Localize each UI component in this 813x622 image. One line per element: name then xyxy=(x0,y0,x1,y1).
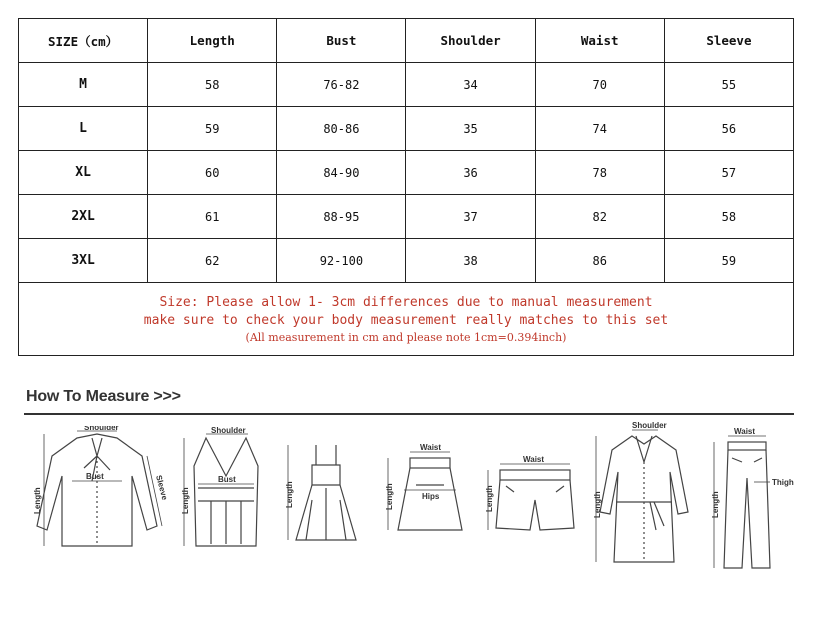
divider xyxy=(24,413,794,415)
shoulder-cell: 37 xyxy=(406,195,535,239)
size-cell: XL xyxy=(19,151,148,195)
table-row xyxy=(19,63,794,107)
length-label: Length xyxy=(33,487,42,514)
size-chart-table xyxy=(18,18,794,356)
dress-diagram xyxy=(278,440,373,555)
header-sleeve: Sleeve xyxy=(664,19,793,63)
header-length: Length xyxy=(148,19,277,63)
bust-label: Bust xyxy=(86,472,104,481)
shoulder-label: Shoulder xyxy=(632,422,667,430)
shoulder-cell: 38 xyxy=(406,239,535,283)
waist-cell: 70 xyxy=(535,63,664,107)
shoulder-label: Shoulder xyxy=(211,426,246,435)
sleeve-cell: 59 xyxy=(664,239,793,283)
bust-cell: 76-82 xyxy=(277,63,406,107)
length-cell: 61 xyxy=(148,195,277,239)
shoulder-cell: 34 xyxy=(406,63,535,107)
waist-cell: 78 xyxy=(535,151,664,195)
waist-label: Waist xyxy=(523,455,545,464)
size-cell: M xyxy=(19,63,148,107)
sleeve-cell: 55 xyxy=(664,63,793,107)
table-header-row xyxy=(19,19,794,63)
bust-cell: 84-90 xyxy=(277,151,406,195)
table-row xyxy=(19,195,794,239)
bust-cell: 80-86 xyxy=(277,107,406,151)
table-row xyxy=(19,151,794,195)
measurement-note xyxy=(19,283,794,356)
note-line-3: (All measurement in cm and please note 1cm=0.394inch) xyxy=(245,331,567,344)
waist-cell: 82 xyxy=(535,195,664,239)
shoulder-cell: 35 xyxy=(406,107,535,151)
header-shoulder: Shoulder xyxy=(406,19,535,63)
table-row xyxy=(19,239,794,283)
note-line-2: make sure to check your body measurement really matches to this set xyxy=(143,313,669,328)
shoulder-label: Shoulder xyxy=(84,426,119,432)
top-diagram xyxy=(176,426,276,556)
sleeve-cell: 58 xyxy=(664,195,793,239)
bust-label: Bust xyxy=(218,475,236,484)
note-row xyxy=(19,283,794,356)
trousers-diagram xyxy=(698,428,798,573)
header-bust: Bust xyxy=(277,19,406,63)
length-label: Length xyxy=(711,491,720,518)
sleeve-cell: 57 xyxy=(664,151,793,195)
table-row xyxy=(19,107,794,151)
length-cell: 59 xyxy=(148,107,277,151)
length-cell: 60 xyxy=(148,151,277,195)
sleeve-label: Sleeve xyxy=(154,474,170,502)
sleeve-cell: 56 xyxy=(664,107,793,151)
header-size: SIZE（cm） xyxy=(19,19,148,63)
header-waist: Waist xyxy=(535,19,664,63)
note-line-1: Size: Please allow 1- 3cm differences due to manual measurement xyxy=(159,295,653,310)
how-to-measure-title: How To Measure >>> xyxy=(26,388,181,405)
length-cell: 58 xyxy=(148,63,277,107)
length-label: Length xyxy=(485,485,494,512)
skirt-diagram xyxy=(376,440,471,555)
waist-cell: 74 xyxy=(535,107,664,151)
blouse-diagram xyxy=(22,426,172,556)
thigh-label: Thigh xyxy=(772,478,794,487)
waist-cell: 86 xyxy=(535,239,664,283)
length-label: Length xyxy=(285,481,294,508)
waist-label: Waist xyxy=(734,428,756,436)
hips-label: Hips xyxy=(422,492,440,501)
length-label: Length xyxy=(593,491,602,518)
size-cell: 3XL xyxy=(19,239,148,283)
waist-label: Waist xyxy=(420,443,442,452)
bust-cell: 92-100 xyxy=(277,239,406,283)
size-cell: L xyxy=(19,107,148,151)
bust-cell: 88-95 xyxy=(277,195,406,239)
shoulder-cell: 36 xyxy=(406,151,535,195)
length-label: Length xyxy=(385,483,394,510)
how-to-measure-section xyxy=(16,378,796,583)
length-label: Length xyxy=(181,487,190,514)
size-cell: 2XL xyxy=(19,195,148,239)
length-cell: 62 xyxy=(148,239,277,283)
coat-diagram xyxy=(592,422,697,572)
shorts-diagram xyxy=(478,450,588,550)
